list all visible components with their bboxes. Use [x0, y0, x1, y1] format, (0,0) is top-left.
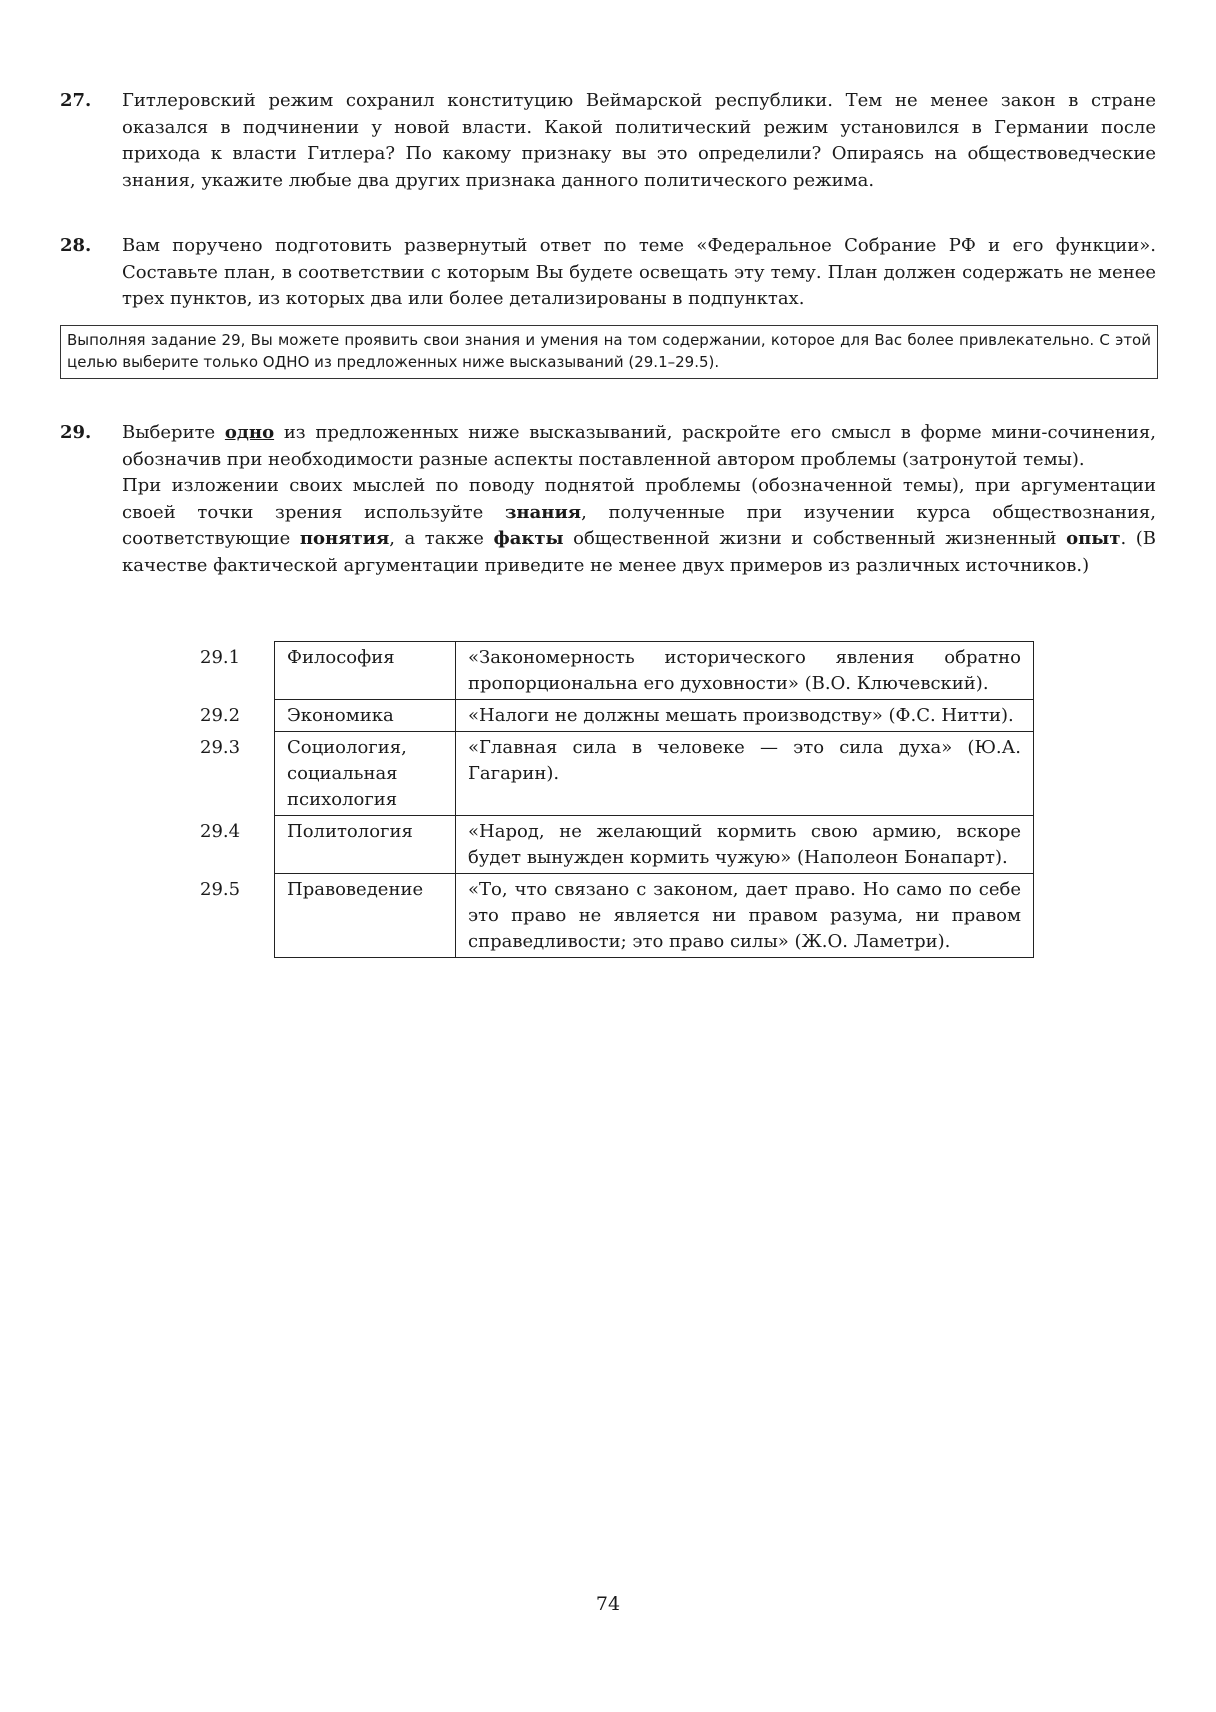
task-text: Гитлеровский режим сохранил конституцию Веймарской республики. Тем не менее закон в стране оказался в подчинении у новой власти. Какой политический режим установился в Германии после прихода к власти Гитлера? По какому признаку вы это определили? Опираясь на обществоведческие знания, укажите любые два других признака данного политического режима.	[122, 90, 1156, 191]
topic-code: 29.3	[200, 736, 241, 758]
task-27	[60, 88, 1156, 194]
task-number: 28.	[60, 235, 92, 256]
table-row	[188, 642, 1034, 700]
topic-code: 29.4	[200, 820, 241, 842]
table-row	[188, 816, 1034, 874]
topic-field: Правоведение	[275, 874, 456, 958]
topic-code: 29.2	[200, 704, 241, 726]
task-text: Вам поручено подготовить развернутый ответ по теме «Федеральное Собрание РФ и его функции». Составьте план, в соответствии с которым Вы будете освещать эту тему. План должен содержать не менее трех пунктов, из которых два или более детализированы в подпунктах.	[122, 235, 1156, 309]
instruction-box: Выполняя задание 29, Вы можете проявить свои знания и умения на том содержании, которое для Вас более привлекательно. С этой целью выберите только ОДНО из предложенных ниже высказываний (29.1–29.5).	[60, 325, 1158, 379]
topic-quote: «Закономерность исторического явления обратно пропорциональна его духовности» (В.О. Ключевский).	[456, 642, 1034, 700]
topic-field: Социология, социальная психология	[275, 732, 456, 816]
table-row	[188, 874, 1034, 958]
table-row	[188, 700, 1034, 732]
emphasis: знания	[504, 501, 582, 523]
emphasis: факты	[493, 528, 564, 549]
emphasis: понятия	[299, 528, 390, 549]
topic-field: Философия	[275, 642, 456, 700]
topic-field: Экономика	[275, 700, 456, 732]
page-number: 74	[595, 1593, 621, 1615]
emphasis: опыт	[1066, 528, 1121, 549]
topic-code: 29.1	[200, 646, 241, 668]
text-run: из предложенных ниже высказываний, раскройте его смысл в форме мини-сочинения, обозначив при необходимости разные аспекты поставленной автором проблемы (затронутой темы).	[122, 422, 1156, 470]
topic-quote: «Главная сила в человеке — это сила духа» (Ю.А. Гагарин).	[456, 732, 1034, 816]
text-run: , полученные при изучении курса обществознания, соответствующие	[122, 501, 1156, 549]
text-run: , а также	[389, 528, 494, 549]
text-run: Выберите	[122, 422, 225, 443]
text-run: общественной жизни и собственный жизненный	[563, 528, 1067, 549]
topic-code: 29.5	[200, 878, 241, 900]
task-28	[60, 233, 1156, 313]
task-29	[60, 420, 1156, 579]
task-number: 27.	[60, 90, 92, 111]
topic-quote: «То, что связано с законом, дает право. Но само по себе это право не является ни правом разума, ни правом справедливости; это право силы» (Ж.О. Ламетри).	[456, 874, 1034, 958]
topic-quote: «Народ, не желающий кормить свою армию, вскоре будет вынужден кормить чужую» (Наполеон Бонапарт).	[456, 816, 1034, 874]
task-paragraph-1	[122, 420, 1156, 473]
text-run: . (В качестве фактической аргументации приведите не менее двух примеров из различных источников.)	[122, 528, 1156, 576]
table-row	[188, 732, 1034, 816]
emphasis: одно	[224, 422, 275, 443]
topics-table	[188, 641, 1034, 958]
task-number: 29.	[60, 422, 92, 443]
text-run: При изложении своих мыслей по поводу поднятой проблемы (обозначенной темы), при аргументации своей точки зрения используйте	[122, 475, 1156, 523]
topic-quote: «Налоги не должны мешать производству» (Ф.С. Нитти).	[456, 700, 1034, 732]
task-paragraph-2	[122, 473, 1156, 579]
topic-field: Политология	[275, 816, 456, 874]
